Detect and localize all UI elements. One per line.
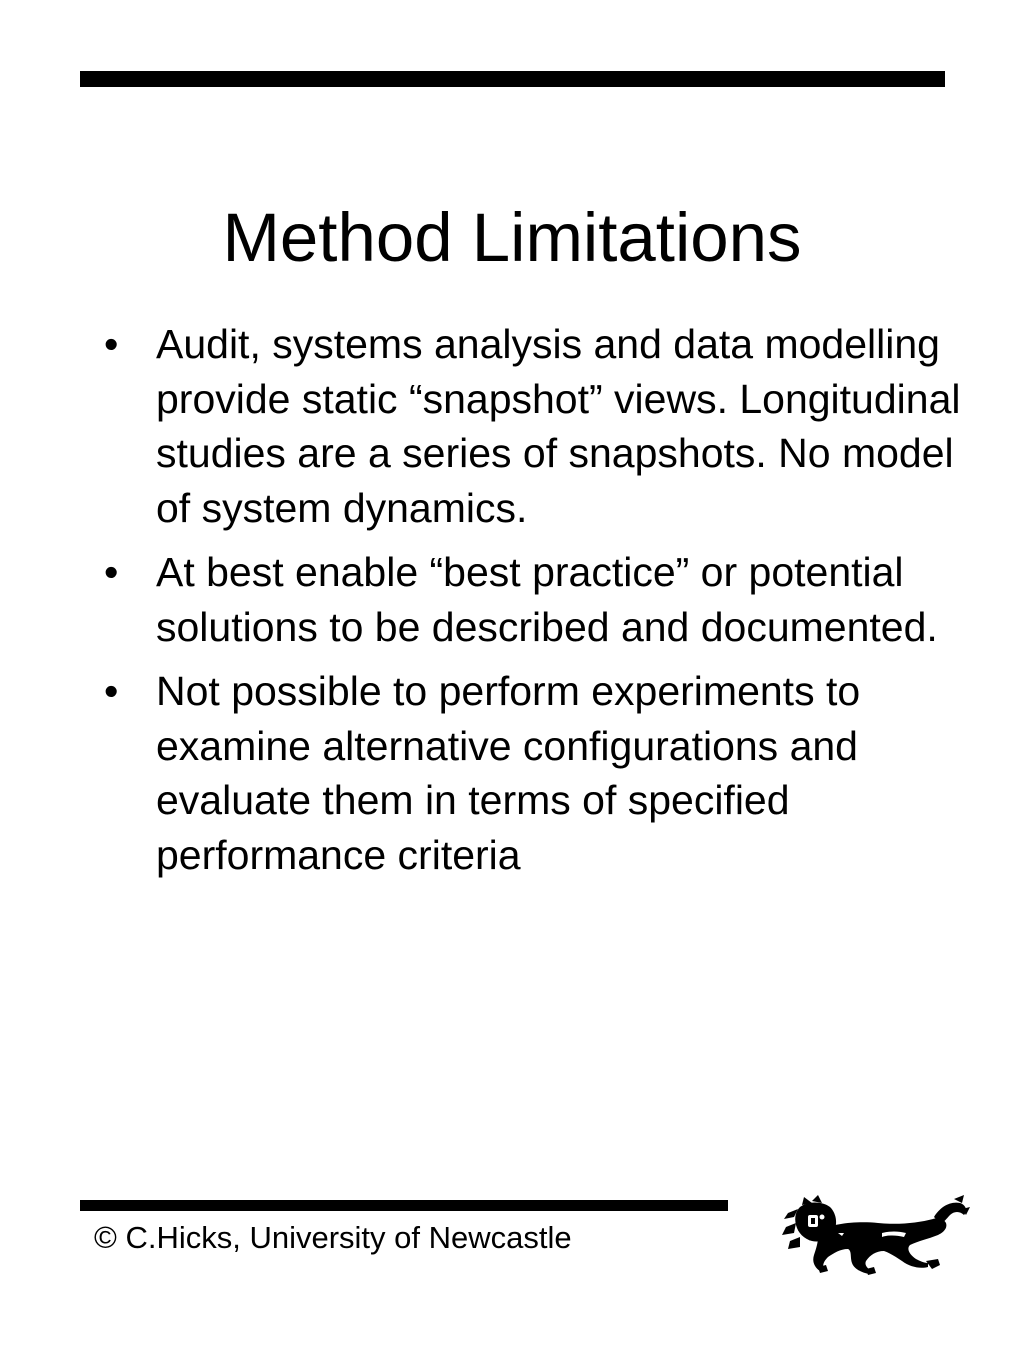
bullet-item <box>0 664 1024 882</box>
footer-copyright: © C.Hicks, University of Newcastle <box>94 1220 572 1255</box>
bullet-marker: • <box>104 321 119 367</box>
bullet-text: Not possible to perform experiments to examine alternative configurations and evaluate them in terms of specified performance criteria <box>156 668 861 878</box>
university-lion-crest-icon <box>778 1193 970 1275</box>
slide-title: Method Limitations <box>222 199 802 276</box>
bullet-marker: • <box>104 549 119 595</box>
bullet-marker: • <box>104 668 119 714</box>
bullet-list <box>0 317 1024 892</box>
bullet-text: Audit, systems analysis and data modelling provide static “snapshot” views. Longitudinal studies are a series of snapshots. No model of system dynamics. <box>156 321 961 531</box>
bullet-text: At best enable “best practice” or potential solutions to be described and documented. <box>156 549 938 650</box>
top-divider <box>80 71 945 87</box>
footer-divider <box>80 1200 728 1211</box>
bullet-item <box>0 545 1024 654</box>
bullet-item <box>0 317 1024 535</box>
